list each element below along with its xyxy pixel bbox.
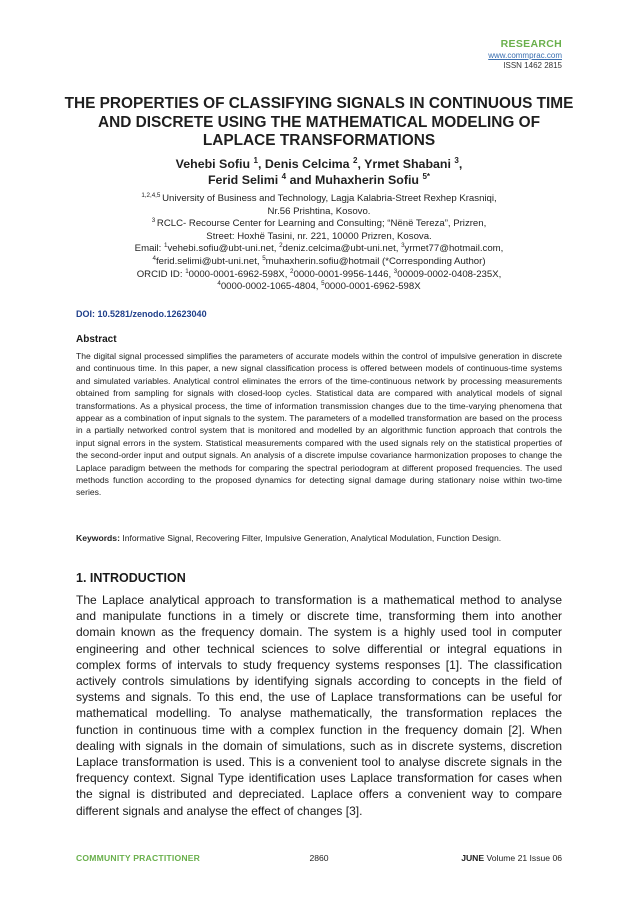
emails-line-2: $^4$ferid.selimi@ubt-uni.net, $^5$muhaxherin.sofiu@hotmail (*Corresponding Author)	[152, 254, 486, 267]
abstract-heading: Abstract	[76, 334, 117, 345]
keywords-text: Informative Signal, Recovering Filter, Impulsive Generation, Analytical Modulation, Function Design.	[119, 533, 502, 543]
emails-line-1: Email: $^1$vehebi.sofiu@ubt-uni.net, $^2$deniz.celcima@ubt-uni.net, $^3$yrmet77@hotmail.com,	[134, 242, 504, 255]
page-number: 2860	[309, 853, 329, 863]
keywords-block	[76, 532, 562, 544]
doi-link[interactable]: DOI: 10.5281/zenodo.12623040	[76, 309, 207, 319]
affiliation-1: $^{1,2,4,5}$ University of Business and Technology, Lagja Kalabria-Street Rexhep Krasniqi,	[141, 191, 497, 204]
footer-journal-name: COMMUNITY PRACTITIONER	[76, 853, 201, 863]
paper-title: THE PROPERTIES OF CLASSIFYING SIGNALS IN CONTINUOUS TIME AND DISCRETE USING THE MATHEMATICAL MODELING OF LAPLACE TRANSFORMATIONS	[64, 95, 574, 149]
affiliations-block	[70, 193, 568, 294]
abstract-text: The digital signal processed simplifies the parameters of accurate models within the control of impulsive generation in discrete and continuous time. In this paper, a new signal classification process is offered between models of continuous-time systems and simulated variables. Analytical control eliminates the errors of the time-continuous network by processing measurements obtained from sampling for signals with closed-loop cycles. Statistical data are compared with analytical models of signal transformations. As a physical process, the time of information transmission changes due to the time-varying phenomena that appear as a combination of input signals to the system. The parameters of a modelled transformation are based on the process in a partially networked control system that is monitored and modelled by an algorithmic function approach that controls the input signal errors in the system. Statistical measurements compared with the used signals rely on the statistical properties of the second-order input and output signals. An analysis of a discrete impulse covariance harmonization proposes to change the Laplace paradigm between the methods for comparing the spectral periodogram at different proposed frequencies. The used methods function according to the proposed dynamics for detecting signal damage during stationary noise within two-time series.	[76, 351, 562, 498]
affiliation-1-cont: Nr.56 Prishtina, Kosovo.	[267, 205, 371, 217]
keywords-label: Keywords:	[76, 533, 120, 543]
affiliation-3-cont: Street: Hoxhë Tasini, nr. 221, 10000 Prizren, Kosova.	[206, 230, 432, 242]
orcid-line-2: $^4$0000-0002-1065-4804, $^5$0000-0001-6962-598X	[217, 279, 421, 293]
author-list	[60, 156, 578, 188]
section-label: RESEARCH	[500, 38, 562, 50]
orcid-line-1: ORCID ID: $^1$0000-0001-6962-598X, $^2$0000-0001-9956-1446, $^3$00009-0002-0408-235X,	[136, 267, 502, 280]
author-line-1: Vehebi Sofiu $^1$, Denis Celcima $^2$, Yrmet Shabani $^3$,	[175, 155, 463, 171]
affiliation-3: $^3$ RCLC- Recourse Center for Learning and Consulting; “Nënë Tereza”, Prizren,	[151, 217, 487, 230]
footer-issue-info: JUNE Volume 21 Issue 06	[461, 853, 562, 863]
issn-label: ISSN 1462 2815	[503, 61, 562, 70]
journal-website-link[interactable]: www.commprac.com	[488, 51, 562, 60]
introduction-heading: 1. INTRODUCTION	[76, 571, 186, 585]
introduction-text: The Laplace analytical approach to transformation is a mathematical method to analyse and manipulate functions in a timely or discrete time, transforming them into another domain known as the frequency domain. The system is a highly used tool in computer engineering and other technical sciences to solve differential or integral equations in complex forms of intervals to study frequency systems responses [1]. The classification actively controls simulations by identifying signals according to concepts in the field of systems and signals. To this end, the use of Laplace transformations can be useful for mathematical modelling. To analyse mathematically, the transformation replaces the function in continuous time with a complex function in the frequency domain [2]. When dealing with signals in the domain of simulations, such as in discrete systems, discretion Laplace transformation is used. This is a convenient tool to analyse discrete signals in the frequency context. Signal Type identification uses Laplace transformation for cases when the signal is distributed and depreciated. Laplace offers a convenient way to compare different signals and analyse the effect of changes [3].	[76, 593, 562, 818]
author-line-2: Ferid Selimi $^4$ and Muhaxherin Sofiu $^{5*}$	[207, 171, 431, 187]
journal-header	[488, 38, 562, 70]
